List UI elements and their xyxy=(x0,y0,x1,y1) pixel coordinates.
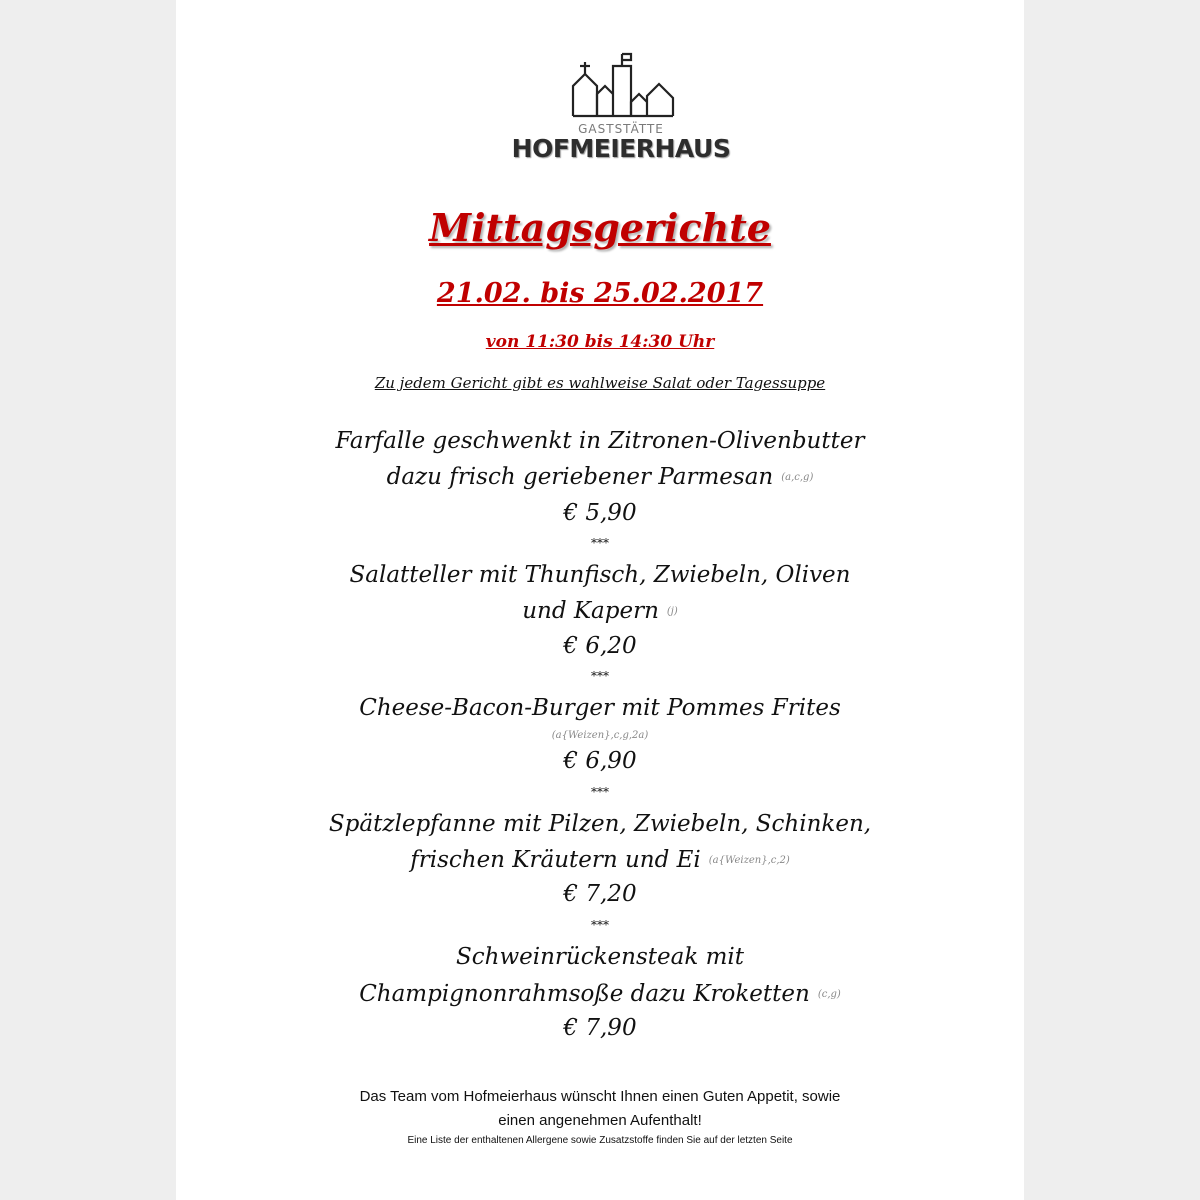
dish-4-line2-text: frischen Kräutern und Ei xyxy=(410,847,701,873)
dish-1-line2-text: dazu frisch geriebener Parmesan xyxy=(386,464,774,490)
dish-3-price: € 6,90 xyxy=(563,748,637,774)
dish-1-price: € 5,90 xyxy=(563,500,637,526)
footer-line2: einen angenehmen Aufenthalt! xyxy=(498,1112,702,1129)
dish-2-line2-text: und Kapern xyxy=(522,598,659,624)
page-title: Mittagsgerichte xyxy=(429,205,771,250)
dish-5-price: € 7,90 xyxy=(563,1015,637,1041)
footer-line1: Das Team vom Hofmeierhaus wünscht Ihnen einen Guten Appetit, sowie xyxy=(359,1088,841,1105)
dish-2-allergens: (j) xyxy=(666,606,678,617)
separator: *** xyxy=(591,669,609,683)
dish-3-allergens: (a{Weizen},c,g,2a) xyxy=(551,730,649,741)
dish-4-line1: Spätzlepfanne mit Pilzen, Zwiebeln, Schinken, xyxy=(328,811,872,837)
dish-1-line1: Farfalle geschwenkt in Zitronen-Olivenbutter xyxy=(335,428,865,454)
dish-4-line2 xyxy=(176,842,1024,879)
dish-2-price: € 6,20 xyxy=(563,633,637,659)
separator: *** xyxy=(591,785,609,799)
dish-5-line1: Schweinrückensteak mit xyxy=(456,944,744,970)
logo xyxy=(501,48,741,168)
separator: *** xyxy=(591,918,609,932)
separator: *** xyxy=(591,536,609,550)
side-dish-note: Zu jedem Gericht gibt es wahlweise Salat oder Tagessuppe xyxy=(374,374,826,392)
dish-1-allergens: (a,c,g) xyxy=(781,472,814,483)
menu-page xyxy=(176,0,1024,1200)
logo-subtitle: GASTSTÄTTE xyxy=(578,122,664,136)
dish-2-line2 xyxy=(176,593,1024,630)
opening-hours: von 11:30 bis 14:30 Uhr xyxy=(485,332,715,352)
dish-1-line2 xyxy=(176,459,1024,496)
dish-5-allergens: (c,g) xyxy=(817,989,841,1000)
date-range: 21.02. bis 25.02.2017 xyxy=(436,278,764,309)
logo-name: HOFMEIERHAUS xyxy=(511,134,731,163)
footer-allergen-note: Eine Liste der enthaltenen Allergene sowie Zusatzstoffe finden Sie auf der letzten Seite xyxy=(407,1135,793,1146)
dish-5-line2 xyxy=(176,976,1024,1013)
dish-4-price: € 7,20 xyxy=(563,881,637,907)
dish-4-allergens: (a{Weizen},c,2) xyxy=(708,855,790,866)
dish-2-line1: Salatteller mit Thunfisch, Zwiebeln, Oliven xyxy=(349,562,851,588)
castle-houses-icon xyxy=(501,48,741,128)
dish-3-line1: Cheese-Bacon-Burger mit Pommes Frites xyxy=(359,695,841,721)
dish-5-line2-text: Champignonrahmsoße dazu Kroketten xyxy=(359,981,810,1007)
